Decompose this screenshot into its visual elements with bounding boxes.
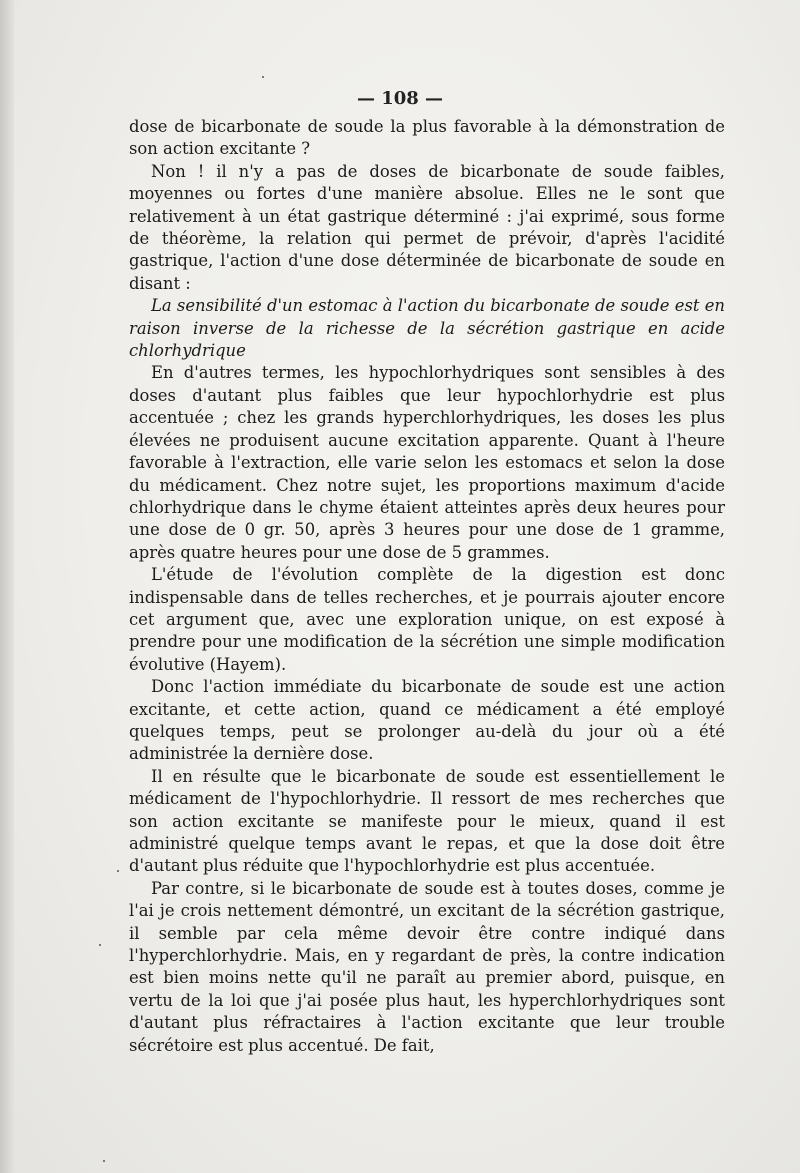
paper-speck [103, 1160, 105, 1162]
paragraph-6: Il en résulte que le bicarbonate de soude est essentiellement le médicament de l'hypochlorhydrie. Il ressort de mes recherches que son action excitante se manifeste pour le mieux, quand il est administré quelque temps avant le repas, et que la dose doit être d'autant plus réduite que l'hypochlorhydrie est plus accentuée. [129, 766, 725, 876]
binding-shadow [0, 0, 14, 1173]
paragraph-3: En d'autres termes, les hypochlorhydriques sont sensibles à des doses d'autant plus faibles que leur hypochlorhydrie est plus accentuée ; chez les grands hyperchlorhydriques, les doses les plus élevées ne produisent aucune excitation apparente. Quant à l'heure favorable à l'extraction, elle varie selon les estomacs et selon la dose du médicament. Chez notre sujet, les proportions maximum d'acide chlorhydrique dans le chyme étaient atteintes après deux heures pour une dose de 0 gr. 50, après 3 heures pour une dose de 1 gramme, après quatre heures pour une dose de 5 grammes. [129, 363, 725, 562]
paper-speck [99, 944, 101, 946]
paragraph-5: Donc l'action immédiate du bicarbonate de soude est une action excitante, et cette action, quand ce médicament a été employé quelques temps, peut se prolonger au-delà du jour où a été administrée la dernière dose. [129, 677, 725, 764]
paragraph-1: dose de bicarbonate de soude la plus favorable à la démonstration de son action excitante ? [129, 117, 725, 159]
paper-speck [117, 870, 119, 872]
paper-speck [262, 76, 264, 78]
paragraph-4: L'étude de l'évolution complète de la digestion est donc indispensable dans de telles recherches, et je pourrais ajouter encore cet argument que, avec une exploration unique, on est exposé à prendre pour une modification de la sécrétion une simple modification évolutive (Hayem). [129, 565, 725, 674]
theorem-italic: La sensibilité d'un estomac à l'action du bicarbonate de soude est en raison inverse de la richesse de la sécrétion gastrique en acide chlorhydrique [129, 296, 725, 361]
paragraph-2: Non ! il n'y a pas de doses de bicarbonate de soude faibles, moyennes ou fortes d'une manière absolue. Elles ne le sont que relativement à un état gastrique déterminé : j'ai exprimé, sous forme de théorème, la relation qui permet de prévoir, d'après l'acidité gastrique, l'action d'une dose déterminée de bicarbonate de soude en disant : [129, 161, 725, 293]
body-text [129, 116, 725, 1057]
page-number: — 108 — [356, 88, 444, 109]
paragraph-7: Par contre, si le bicarbonate de soude est à toutes doses, comme je l'ai je crois nettement démontré, un excitant de la sécrétion gastrique, il semble par cela même devoir être contre indiqué dans l'hyperchlorhydrie. Mais, en y regardant de près, la contre indication est bien moins nette qu'il ne paraît au premier abord, puisque, en vertu de la loi que j'ai posée plus haut, les hyperchlorhydriques sont d'autant plus réfractaires à l'action excitante que leur trouble sécrétoire est plus accentué. De fait, [129, 878, 725, 1055]
